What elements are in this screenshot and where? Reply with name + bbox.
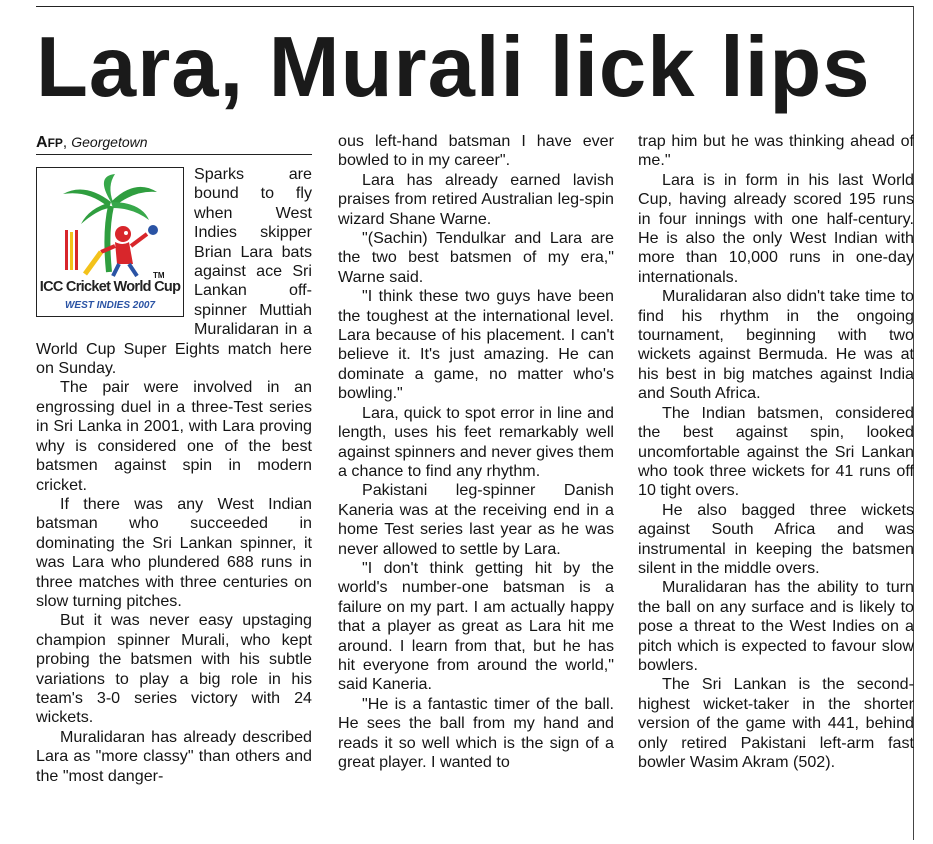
headline: Lara, Murali lick lips xyxy=(36,20,871,115)
byline-agency: AFP xyxy=(36,134,63,151)
paragraph: Lara has already earned lavish praises from retired Australian leg-spin wizard Shane Warne. xyxy=(338,170,614,228)
paragraph: Muralidaran has the ability to turn the ball on any surface and is likely to pose a threat to the West Indies on a pitch which is expected to favour slow bowlers. xyxy=(638,578,914,674)
article-column-1 xyxy=(36,132,312,786)
paragraph: If there was any West Indian batsman who succeeded in dominating the Sri Lankan spinner, it was Lara who plundered 688 runs in three matches with three centuries on slow turning pitches. xyxy=(36,494,312,610)
paragraph: But it was never easy upstaging champion spinner Murali, who kept probing the batsmen with his subtle variations to play a big role in his team's 3-0 series victory with 24 wickets. xyxy=(36,611,312,727)
logo-title: ICC Cricket World Cup xyxy=(39,279,181,295)
paragraph: Lara is in form in his last World Cup, having already scored 195 runs in four innings with one half-century. He is also the only West Indian with more than 10,000 runs in one-day internationals. xyxy=(638,170,914,286)
paragraph: trap him but he was thinking ahead of me." xyxy=(638,132,914,170)
top-rule xyxy=(36,6,914,7)
paragraph: "I don't think getting hit by the world's number-one batsman is a failure on my part. I am actually happy that a player as great as Lara hit me around. I learn from that, but he has hit everyone from around the world," said Kaneria. xyxy=(338,558,614,694)
paragraph: The pair were involved in an engrossing duel in a three-Test series in Sri Lanka in 2001, with Lara proving why is considered one of the best batsmen against spin in modern cricket. xyxy=(36,378,312,494)
paragraph: "I think these two guys have been the toughest at the international level. Lara because of his placement. I can't believe it. It's just amazing. He can dominate a game, no matter who's bowling." xyxy=(338,287,614,403)
logo-trademark: TM xyxy=(153,271,165,280)
paragraph: "He is a fantastic timer of the ball. He sees the ball from my hand and reads it so well which is the sign of a great player. I wanted to xyxy=(338,694,614,771)
mascot-palm-tree-icon xyxy=(45,172,175,280)
paragraph: Lara, quick to spot error in line and length, uses his feet remarkably well against spinners and never gives them a chance to find any rhythm. xyxy=(338,403,614,480)
paragraph: The Indian batsmen, considered the best against spin, looked uncomfortable against the Sri Lankan who took three wickets for 41 runs off 10 tight overs. xyxy=(638,403,914,500)
paragraph: The Sri Lankan is the second-highest wicket-taker in the shorter version of the game with 441, behind only retired Pakistani left-arm fast bowler Wasim Akram (502). xyxy=(638,675,914,771)
paragraph: He also bagged three wickets against South Africa and was instrumental in keeping the batsmen silent in the middle overs. xyxy=(638,500,914,577)
article-column-2 xyxy=(338,132,614,772)
world-cup-logo xyxy=(36,167,184,317)
paragraph: Muralidaran has already described Lara as "more classy" than others and the "most danger- xyxy=(36,727,312,785)
paragraph: Sparks are bound to fly when West Indies skipper Brian Lara bats against ace Sri Lankan off-spinner Muttiah Muralidaran in a World Cup Super Eights match here on Sunday. xyxy=(36,165,312,378)
article-column-3 xyxy=(638,132,914,772)
logo-subtitle: WEST INDIES 2007 xyxy=(64,300,156,311)
paragraph: ous left-hand batsman I have ever bowled to in my career". xyxy=(338,132,614,170)
byline-location: Georgetown xyxy=(71,134,148,150)
paragraph: "(Sachin) Tendulkar and Lara are the two best batsmen of my era," Warne said. xyxy=(338,229,614,286)
byline: AFP, Georgetown xyxy=(36,132,312,155)
paragraph: Pakistani leg-spinner Danish Kaneria was at the receiving end in a home Test series last year as he was never allowed to settle by Lara. xyxy=(338,481,614,558)
paragraph: Muralidaran also didn't take time to find his rhythm in the ongoing tournament, beginning with two wickets against Bermuda. He was at his best in big matches against India and South Africa. xyxy=(638,287,914,403)
